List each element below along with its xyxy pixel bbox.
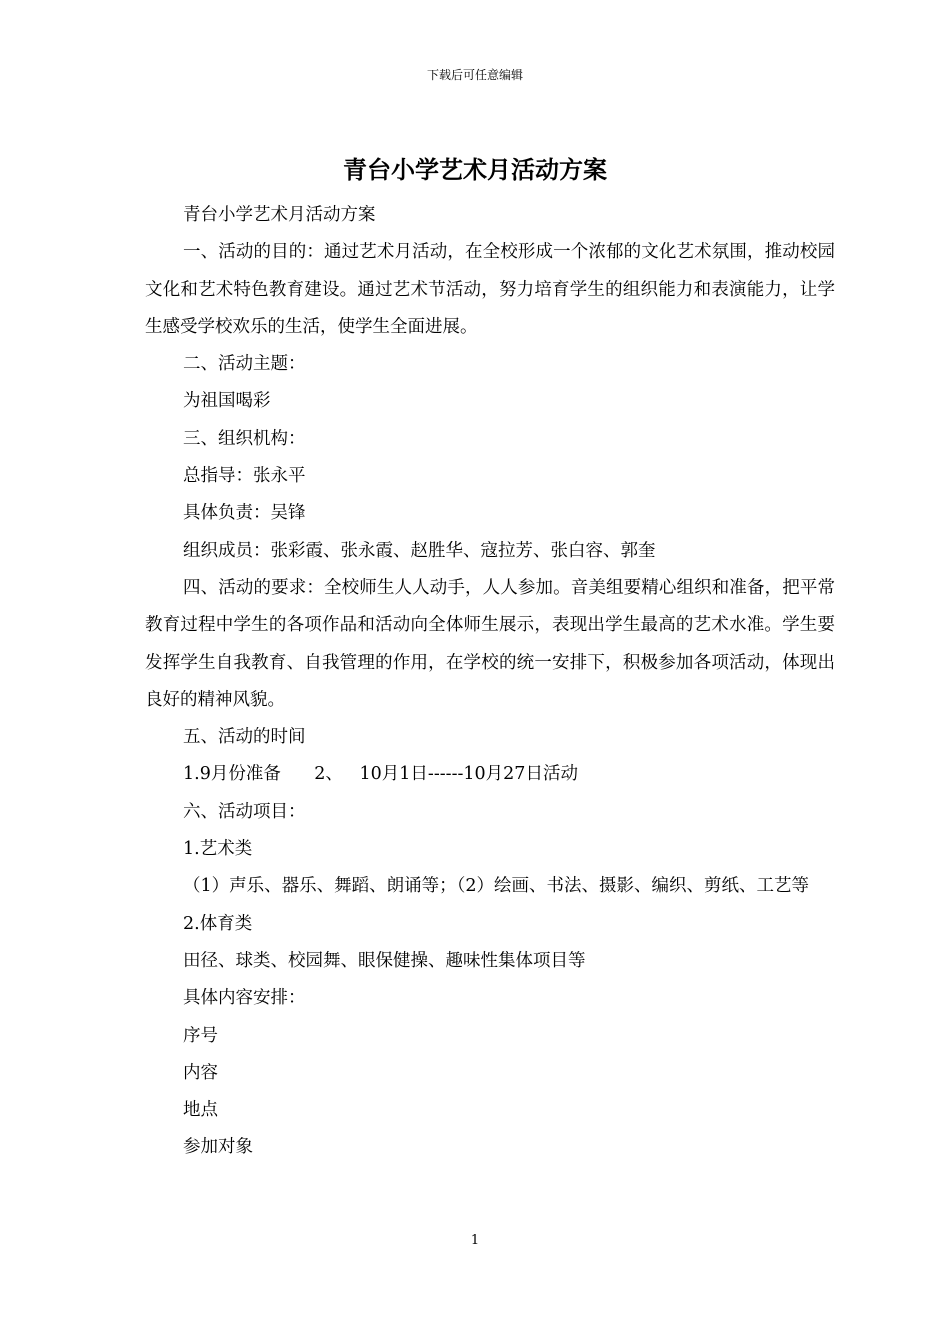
paragraph-subtitle: 青台小学艺术月活动方案 [183,205,376,225]
paragraph-organization-heading: 三、组织机构： [183,428,306,449]
paragraph-time: 1.9月份准备 2、 10月1日------10月27日活动 [183,764,578,785]
paragraph-sports-items: 田径、球类、校园舞、眼保健操、趣味性集体项目等 [183,950,586,971]
paragraph-theme-heading: 二、活动主题： [183,354,306,375]
document-title: 青台小学艺术月活动方案 [343,155,607,184]
paragraph-sports-category: 2.体育类 [183,913,253,934]
paragraph-col-participants: 参加对象 [183,1137,253,1158]
paragraph-purpose: 一、活动的目的：通过艺术月活动，在全校形成一个浓郁的文化艺术氛围，推动校园文化和艺术特色教育建设。通过艺术节活动，努力培育学生的组织能力和表演能力，让学生感受学校欢乐的生活，使学生全面进展。 [145,242,835,337]
paragraph-art-category: 1.艺术类 [183,839,253,860]
paragraph-schedule-heading: 具体内容安排： [183,988,306,1009]
paragraph-theme: 为祖国喝彩 [183,391,271,412]
header-note: 下载后可任意编辑 [426,68,523,82]
paragraph-col-content: 内容 [183,1062,218,1083]
paragraph-person-in-charge: 具体负责：吴锋 [183,503,306,524]
document-body [145,197,835,1167]
paragraph-general-director: 总指导：张永平 [183,466,306,487]
paragraph-col-number: 序号 [183,1025,218,1046]
paragraph-members: 组织成员：张彩霞、张永霞、赵胜华、寇拉芳、张白容、郭奎 [183,540,656,561]
paragraph-time-heading: 五、活动的时间 [183,727,306,748]
paragraph-col-location: 地点 [183,1100,218,1121]
paragraph-requirements: 四、活动的要求：全校师生人人动手，人人参加。音美组要精心组织和准备，把平常教育过程中学生的各项作品和活动向全体师生展示，表现出学生最高的艺术水准。学生要发挥学生自我教育、自我管理的作用，在学校的统一安排下，积极参加各项活动，体现出良好的精神风貌。 [145,577,835,710]
page-number: 1 [470,1233,480,1248]
paragraph-art-items: （1）声乐、器乐、舞蹈、朗诵等；（2）绘画、书法、摄影、编织、剪纸、工艺等 [183,876,810,897]
paragraph-items-heading: 六、活动项目： [183,801,306,822]
